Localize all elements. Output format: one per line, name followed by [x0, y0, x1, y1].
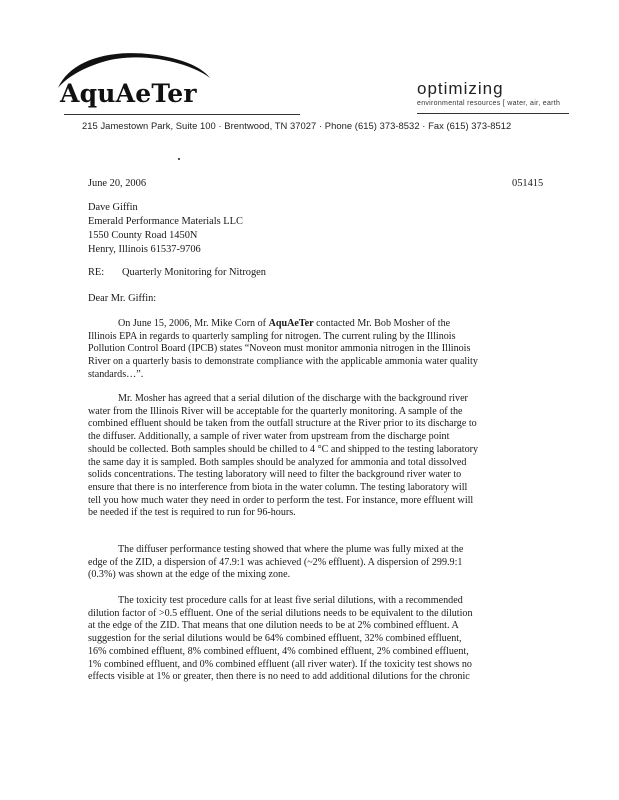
reference-number: 051415 — [512, 178, 544, 189]
paragraph-line: ensure that there is no interference from biota in the water column. The testing laboratory will — [88, 481, 468, 493]
paragraph-line: tell you how much water they need in order to perform the test. For instance, more effluent will — [88, 494, 474, 506]
paragraph-line: effects visible at 1% or greater, then there is no need to add additional dilutions for the chronic — [88, 671, 470, 683]
letterhead-rule-left — [64, 114, 300, 115]
paragraph-line: be needed if the test is required to run for 96-hours. — [88, 507, 296, 519]
tagline-title: optimizing — [417, 79, 504, 98]
letterhead-address: 215 Jamestown Park, Suite 100 · Brentwood, TN 37027 · Phone (615) 373-8532 · Fax (615) 373-8512 — [82, 120, 512, 131]
paragraph-line: solids concentrations. The testing laboratory will need to filter the background river water to — [88, 469, 462, 481]
recipient-block — [88, 201, 243, 257]
recipient-name: Dave Giffin — [88, 202, 138, 213]
paragraph-line: water from the Illinois River will be acceptable for the quarterly monitoring. A sample of the — [88, 405, 463, 417]
paragraph-line: 1% combined effluent, and 0% combined effluent (all river water). If the toxicity test shows no — [88, 658, 472, 670]
paragraph-line: suggestion for the serial dilutions would be 64% combined effluent, 32% combined effluent, — [88, 633, 462, 645]
salutation: Dear Mr. Giffin: — [88, 293, 157, 304]
paragraph-2 — [88, 393, 532, 520]
company-logo: AquAeTer — [60, 79, 197, 108]
paragraph-line: Illinois EPA in regards to quarterly sampling for nitrogen. The current ruling by the Illinois — [88, 330, 456, 342]
paragraph-1 — [88, 318, 532, 382]
paragraph-line: 16% combined effluent, 8% combined effluent, 4% combined effluent, 2% combined effluent, — [88, 645, 469, 657]
letter-date: June 20, 2006 — [88, 178, 147, 189]
paragraph-line: should be collected. Both samples should be chilled to 4 °C and shipped to the testing laboratory — [88, 443, 479, 455]
paragraph-line: Mr. Mosher has agreed that a serial dilution of the discharge with the background river — [118, 393, 468, 404]
paragraph-line: standards…”. — [88, 368, 144, 380]
paragraph-line: The diffuser performance testing showed that where the plume was fully mixed at the — [118, 544, 464, 555]
re-label: RE: — [88, 267, 105, 278]
paragraph-line: edge of the ZID, a dispersion of 47.9:1 was achieved (~2% effluent). A dispersion of 299.9:1 — [88, 556, 463, 568]
paragraph-line: the diffuser. Additionally, a sample of river water from upstream from the discharge point — [88, 431, 450, 443]
paragraph-line: (0.3%) was shown at the edge of the mixing zone. — [88, 569, 291, 581]
paragraph-line: the same day it is sampled. Both samples should be analyzed for ammonia and total dissolved — [88, 456, 467, 468]
company-name: AquAeTer — [268, 318, 314, 329]
recipient-company: Emerald Performance Materials LLC — [88, 216, 243, 227]
tagline-subtitle: environmental resources [ water, air, earth — [417, 100, 561, 107]
paragraph-line: dilution factor of >0.5 effluent. One of the serial dilutions needs to be equivalent to the dilution — [88, 607, 473, 619]
recipient-city: Henry, Illinois 61537-9706 — [88, 244, 201, 255]
paragraph-line: River on a quarterly basis to demonstrate compliance with the applicable ammonia water quality — [88, 356, 478, 368]
paragraph-4 — [88, 595, 532, 684]
re-subject: Quarterly Monitoring for Nitrogen — [122, 267, 266, 278]
paragraph-3 — [88, 544, 532, 582]
paragraph-line: The toxicity test procedure calls for at least five serial dilutions, with a recommended — [118, 595, 463, 606]
paragraph-line: at the edge of the ZID. That means that one dilution needs to be at 2% combined effluent. A — [88, 620, 459, 632]
paragraph-line: On June 15, 2006, Mr. Mike Corn of AquAeTer contacted Mr. Bob Mosher of the — [118, 318, 451, 329]
letterhead-rule-right — [417, 113, 569, 114]
scan-speck — [178, 158, 180, 160]
paragraph-line: combined effluent should be taken from the outfall structure at the River prior to its discharge to — [88, 418, 477, 430]
paragraph-line: Pollution Control Board (IPCB) states “Noveon must monitor ammonia nitrogen in the Illinois — [88, 343, 471, 355]
recipient-street: 1550 County Road 1450N — [88, 230, 198, 241]
